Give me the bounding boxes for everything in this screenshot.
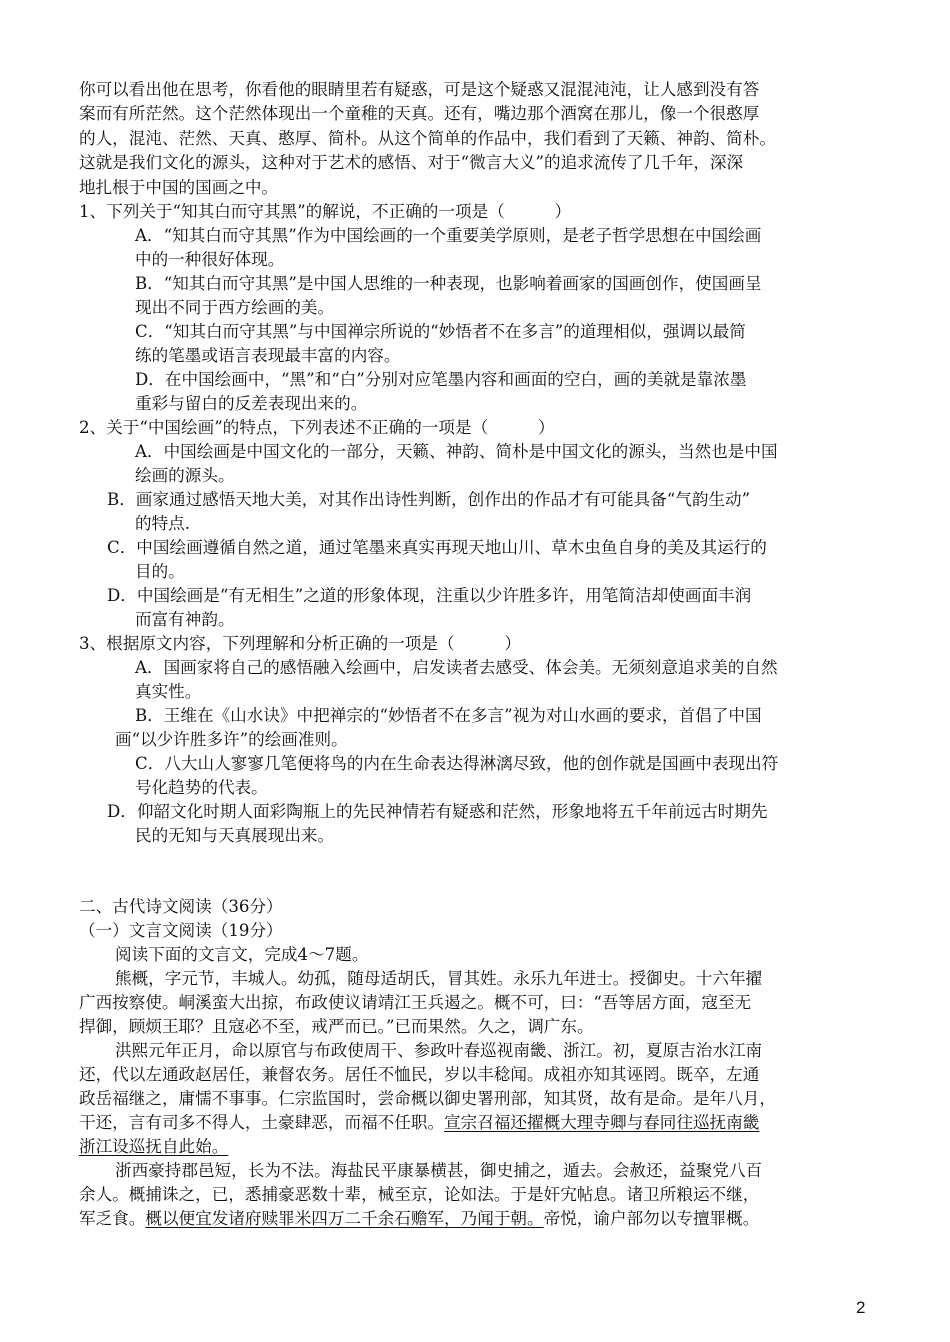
q3-option-b: B．王维在《山水诀》中把禅宗的“妙悟者不在多言”视为对山水画的要求，首倡了中国 [135,706,762,725]
section-title: 二、古代诗文阅读（36分） [79,897,283,916]
intro-line: 地扎根于中国的国画之中。 [79,178,279,197]
passage-text: 帝悦，谕户部勿以专擅罪概。 [543,1209,760,1228]
section-instruction: 阅读下面的文言文，完成4～7题。 [115,945,369,964]
underlined-sentence: 浙江设巡抚自此始。 [79,1137,229,1156]
passage-p3-line: 浙西豪持郡邑短，长为不法。海盐民平康暴横甚，御史捕之，遁去。会赦还，益聚党八百 [115,1161,763,1180]
q1-option-a-cont: 中的一种很好体现。 [135,250,285,269]
question-2-stem: 2、关于“中国绘画”的特点，下列表述不正确的一项是（ ） [79,418,555,437]
q1-option-b: B．“知其白而守其黑”是中国人思维的一种表现，也影响着画家的国画创作，使国画呈 [135,274,762,293]
q2-option-a-cont: 绘画的源头。 [135,466,235,485]
intro-line: 的人，混沌、茫然、天真、憨厚、简朴。从这个简单的作品中，我们看到了天籁、神韵、简朴。 [79,129,776,148]
passage-p2-line [79,1135,228,1159]
q3-option-d-cont: 民的无知与天真展现出来。 [135,826,335,845]
q1-option-c-cont: 练的笔墨或语言表现最丰富的内容。 [135,346,401,365]
intro-line: 你可以看出他在思考，你看他的眼睛里若有疑惑，可是这个疑惑又混混沌沌，让人感到没有答 [79,80,760,99]
q2-option-c-cont: 目的。 [135,562,185,581]
intro-line: 这就是我们文化的源头，这种对于艺术的感悟、对于“微言大义”的追求流传了几千年，深深 [79,153,744,172]
question-1-stem: 1、下列关于“知其白而守其黑”的解说，不正确的一项是（ ） [79,202,572,221]
section-subtitle: （一）文言文阅读（19分） [79,921,283,940]
passage-p1-line: 熊概，字元节，丰城人。幼孤，随母适胡氏，冒其姓。永乐九年进士。授御史。十六年擢 [115,969,763,988]
q3-option-a-cont: 真实性。 [135,682,202,701]
q3-option-b-cont: 画“以少许胜多许”的绘画准则。 [115,730,348,749]
q2-option-d: D．中国绘画是“有无相生”之道的形象体现，注重以少许胜多许，用笔简洁却使画面丰润 [107,586,752,605]
passage-text: 军乏食。 [79,1209,146,1228]
intro-line: 案而有所茫然。这个茫然体现出一个童稚的天真。还有，嘴边那个酒窝在那儿，像一个很憨厚 [79,104,760,123]
q2-option-a: A．中国绘画是中国文化的一部分，天籁、神韵、简朴是中国文化的源头，当然也是中国 [135,442,778,461]
q1-option-c: C．“知其白而守其黑”与中国禅宗所说的“妙悟者不在多言”的道理相似，强调以最简 [135,322,746,341]
passage-p2-line: 还，代以左通政赵居任，兼督农务。居任不恤民，岁以丰稔闻。成祖亦知其诬罔。既卒，左通 [79,1065,760,1084]
underlined-sentence: 宣宗召福还擢概大理寺卿与春同往巡抚南畿 [444,1113,760,1132]
q2-option-b-cont: 的特点. [135,514,191,533]
passage-p2-line: 洪熙元年正月，命以原官与布政使周干、参政叶春巡视南畿、浙江。初，夏原吉治水江南 [115,1041,763,1060]
q1-option-d-cont: 重彩与留白的反差表现出来的。 [135,394,368,413]
q2-option-d-cont: 而富有神韵。 [135,610,235,629]
q2-option-c: C．中国绘画遵循自然之道，通过笔墨来真实再现天地山川、草木虫鱼自身的美及其运行的 [107,538,767,557]
q3-option-c-cont: 号化趋势的代表。 [135,778,268,797]
passage-p1-line: 广西按察使。峒溪蛮大出掠，布政使议请靖江王兵遏之。概不可，曰：“吾等居方面，寇至无 [79,993,752,1012]
q2-option-b: B．画家通过感悟天地大美，对其作出诗性判断，创作出的作品才有可能具备“气韵生动” [107,490,751,509]
underlined-sentence: 概以便宜发诸府赎罪米四万二千余石赡军，乃闻于朝。 [145,1209,544,1228]
passage-p3-line [79,1207,759,1231]
q3-option-c: C．八大山人寥寥几笔便将鸟的内在生命表达得淋漓尽致，他的创作就是国画中表现出符 [135,754,779,773]
passage-text: 干还，言有司多不得人，土豪肆恶，而福不任职。 [79,1113,445,1132]
passage-p2-line: 政岳福继之，庸懦不事事。仁宗监国时，尝命概以御史署刑部，知其贤，故有是命。是年八月， [79,1089,776,1108]
question-3-stem: 3、根据原文内容，下列理解和分析正确的一项是（ ） [79,634,521,653]
q3-option-a: A．国画家将自己的感悟融入绘画中，启发读者去感受、体会美。无须刻意追求美的自然 [135,658,778,677]
q1-option-d: D．在中国绘画中，“黑”和“白”分别对应笔墨内容和画面的空白，画的美就是靠浓墨 [135,370,747,389]
passage-p3-line: 余人。概捕诛之，已，悉捕豪恶数十辈，械至京，论如法。于是奸宄帖息。诸卫所粮运不继， [79,1185,760,1204]
q1-option-a: A．“知其白而守其黑”作为中国绘画的一个重要美学原则，是老子哲学思想在中国绘画 [135,226,762,245]
passage-p1-line: 捍御，顾烦王耶？且寇必不至，戒严而已。”已而果然。久之，调广东。 [79,1017,594,1036]
q1-option-b-cont: 现出不同于西方绘画的美。 [135,298,335,317]
q3-option-d: D．仰韶文化时期人面彩陶瓶上的先民神情若有疑惑和茫然，形象地将五千年前远古时期先 [107,802,768,821]
page-number: 2 [856,1298,866,1317]
passage-p2-line [79,1111,759,1135]
